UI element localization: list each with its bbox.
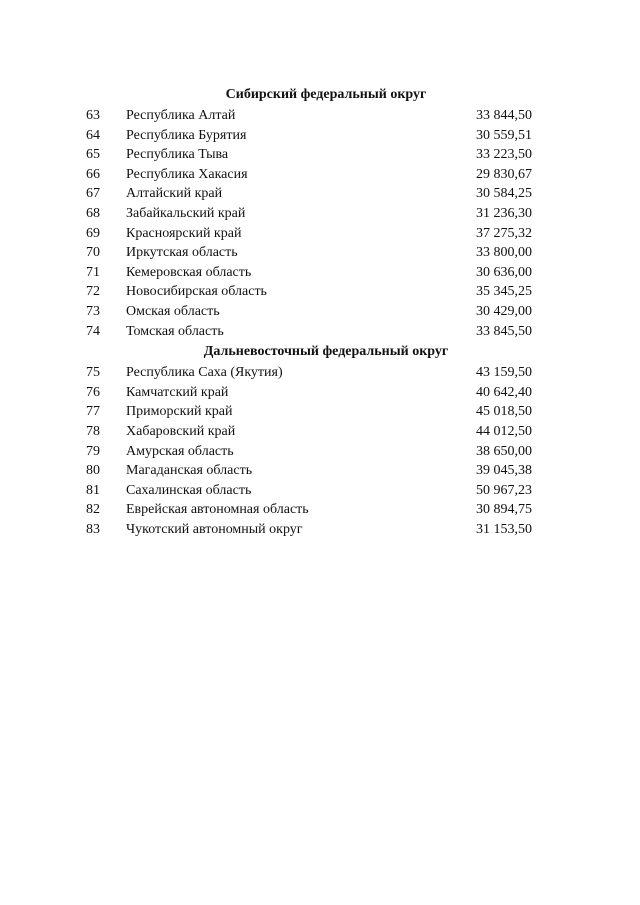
row-number: 67	[86, 186, 100, 202]
region-name: Республика Алтай	[126, 108, 236, 123]
table-row	[86, 322, 546, 342]
table-row	[86, 402, 546, 422]
region-value: 39 045,38	[476, 463, 532, 479]
row-number: 81	[86, 482, 100, 498]
row-number: 80	[86, 463, 100, 479]
table-row	[86, 224, 546, 244]
table-row	[86, 500, 546, 520]
row-number: 77	[86, 404, 100, 420]
row-number: 66	[86, 166, 100, 182]
row-number: 65	[86, 147, 100, 163]
table-row	[86, 481, 546, 501]
table-row	[86, 263, 546, 283]
region-value: 30 636,00	[476, 264, 532, 280]
table-row	[86, 302, 546, 322]
row-number: 74	[86, 323, 100, 339]
row-number: 75	[86, 365, 100, 381]
region-name: Еврейская автономная область	[126, 502, 309, 518]
row-number: 69	[86, 225, 100, 241]
region-value: 44 012,50	[476, 423, 532, 439]
region-name: Новосибирская область	[126, 284, 267, 300]
region-name: Республика Тыва	[126, 147, 229, 163]
region-name: Иркутская область	[126, 245, 238, 261]
row-number: 79	[86, 443, 100, 459]
row-number: 82	[86, 502, 100, 518]
table-row	[86, 204, 546, 224]
region-name: Камчатский край	[126, 384, 229, 400]
table-row	[86, 461, 546, 481]
table-row	[86, 422, 546, 442]
region-value: 43 159,50	[476, 365, 532, 381]
region-name: Сахалинская область	[126, 482, 252, 498]
region-value: 38 650,00	[476, 443, 532, 459]
region-value: 30 584,25	[476, 186, 532, 202]
row-number: 76	[86, 384, 100, 400]
row-number: 63	[86, 108, 100, 123]
region-value: 40 642,40	[476, 384, 532, 400]
row-number: 73	[86, 303, 100, 319]
region-name: Приморский край	[126, 404, 233, 420]
row-number: 83	[86, 521, 100, 537]
region-name: Республика Бурятия	[126, 127, 247, 143]
region-value: 33 845,50	[476, 323, 532, 339]
table-row	[86, 442, 546, 462]
region-value: 30 894,75	[476, 502, 532, 518]
row-number: 71	[86, 264, 100, 280]
region-value: 33 223,50	[476, 147, 532, 163]
region-name: Чукотский автономный округ	[126, 521, 303, 537]
table-row	[86, 243, 546, 263]
region-value: 30 429,00	[476, 303, 532, 319]
row-number: 72	[86, 284, 100, 300]
region-value: 33 800,00	[476, 245, 532, 261]
region-value: 35 345,25	[476, 284, 532, 300]
district-title-siberian: Сибирский федеральный округ	[225, 87, 427, 102]
region-name: Хабаровский край	[126, 423, 236, 439]
row-number: 64	[86, 127, 100, 143]
region-value: 50 967,23	[476, 482, 532, 498]
region-name: Амурская область	[126, 443, 234, 459]
table-row	[86, 126, 546, 146]
region-value: 29 830,67	[476, 166, 532, 182]
region-name: Алтайский край	[126, 186, 223, 202]
row-number: 68	[86, 205, 100, 221]
region-table	[86, 84, 546, 539]
table-row	[86, 520, 546, 540]
far-eastern-rows	[86, 363, 546, 539]
district-title-far-eastern: Дальневосточный федеральный округ	[203, 344, 449, 360]
region-name: Томская область	[126, 323, 224, 339]
region-value: 33 844,50	[476, 108, 532, 123]
region-value: 37 275,32	[476, 225, 532, 241]
region-name: Красноярский край	[126, 225, 242, 241]
region-value: 31 153,50	[476, 521, 532, 537]
region-name: Республика Хакасия	[126, 166, 248, 182]
row-number: 78	[86, 423, 100, 439]
region-value: 30 559,51	[476, 127, 532, 143]
table-row	[86, 383, 546, 403]
region-name: Республика Саха (Якутия)	[126, 365, 283, 381]
row-number: 70	[86, 245, 100, 261]
region-value: 45 018,50	[476, 404, 532, 420]
region-name: Омская область	[126, 303, 220, 319]
table-row	[86, 145, 546, 165]
region-name: Магаданская область	[126, 463, 253, 479]
table-row	[86, 106, 546, 126]
table-row	[86, 363, 546, 383]
table-row	[86, 282, 546, 302]
region-name: Кемеровская область	[126, 264, 252, 280]
region-value: 31 236,30	[476, 205, 532, 221]
region-name: Забайкальский край	[126, 205, 246, 221]
table-row	[86, 165, 546, 185]
table-row	[86, 184, 546, 204]
siberian-rows	[86, 106, 546, 341]
